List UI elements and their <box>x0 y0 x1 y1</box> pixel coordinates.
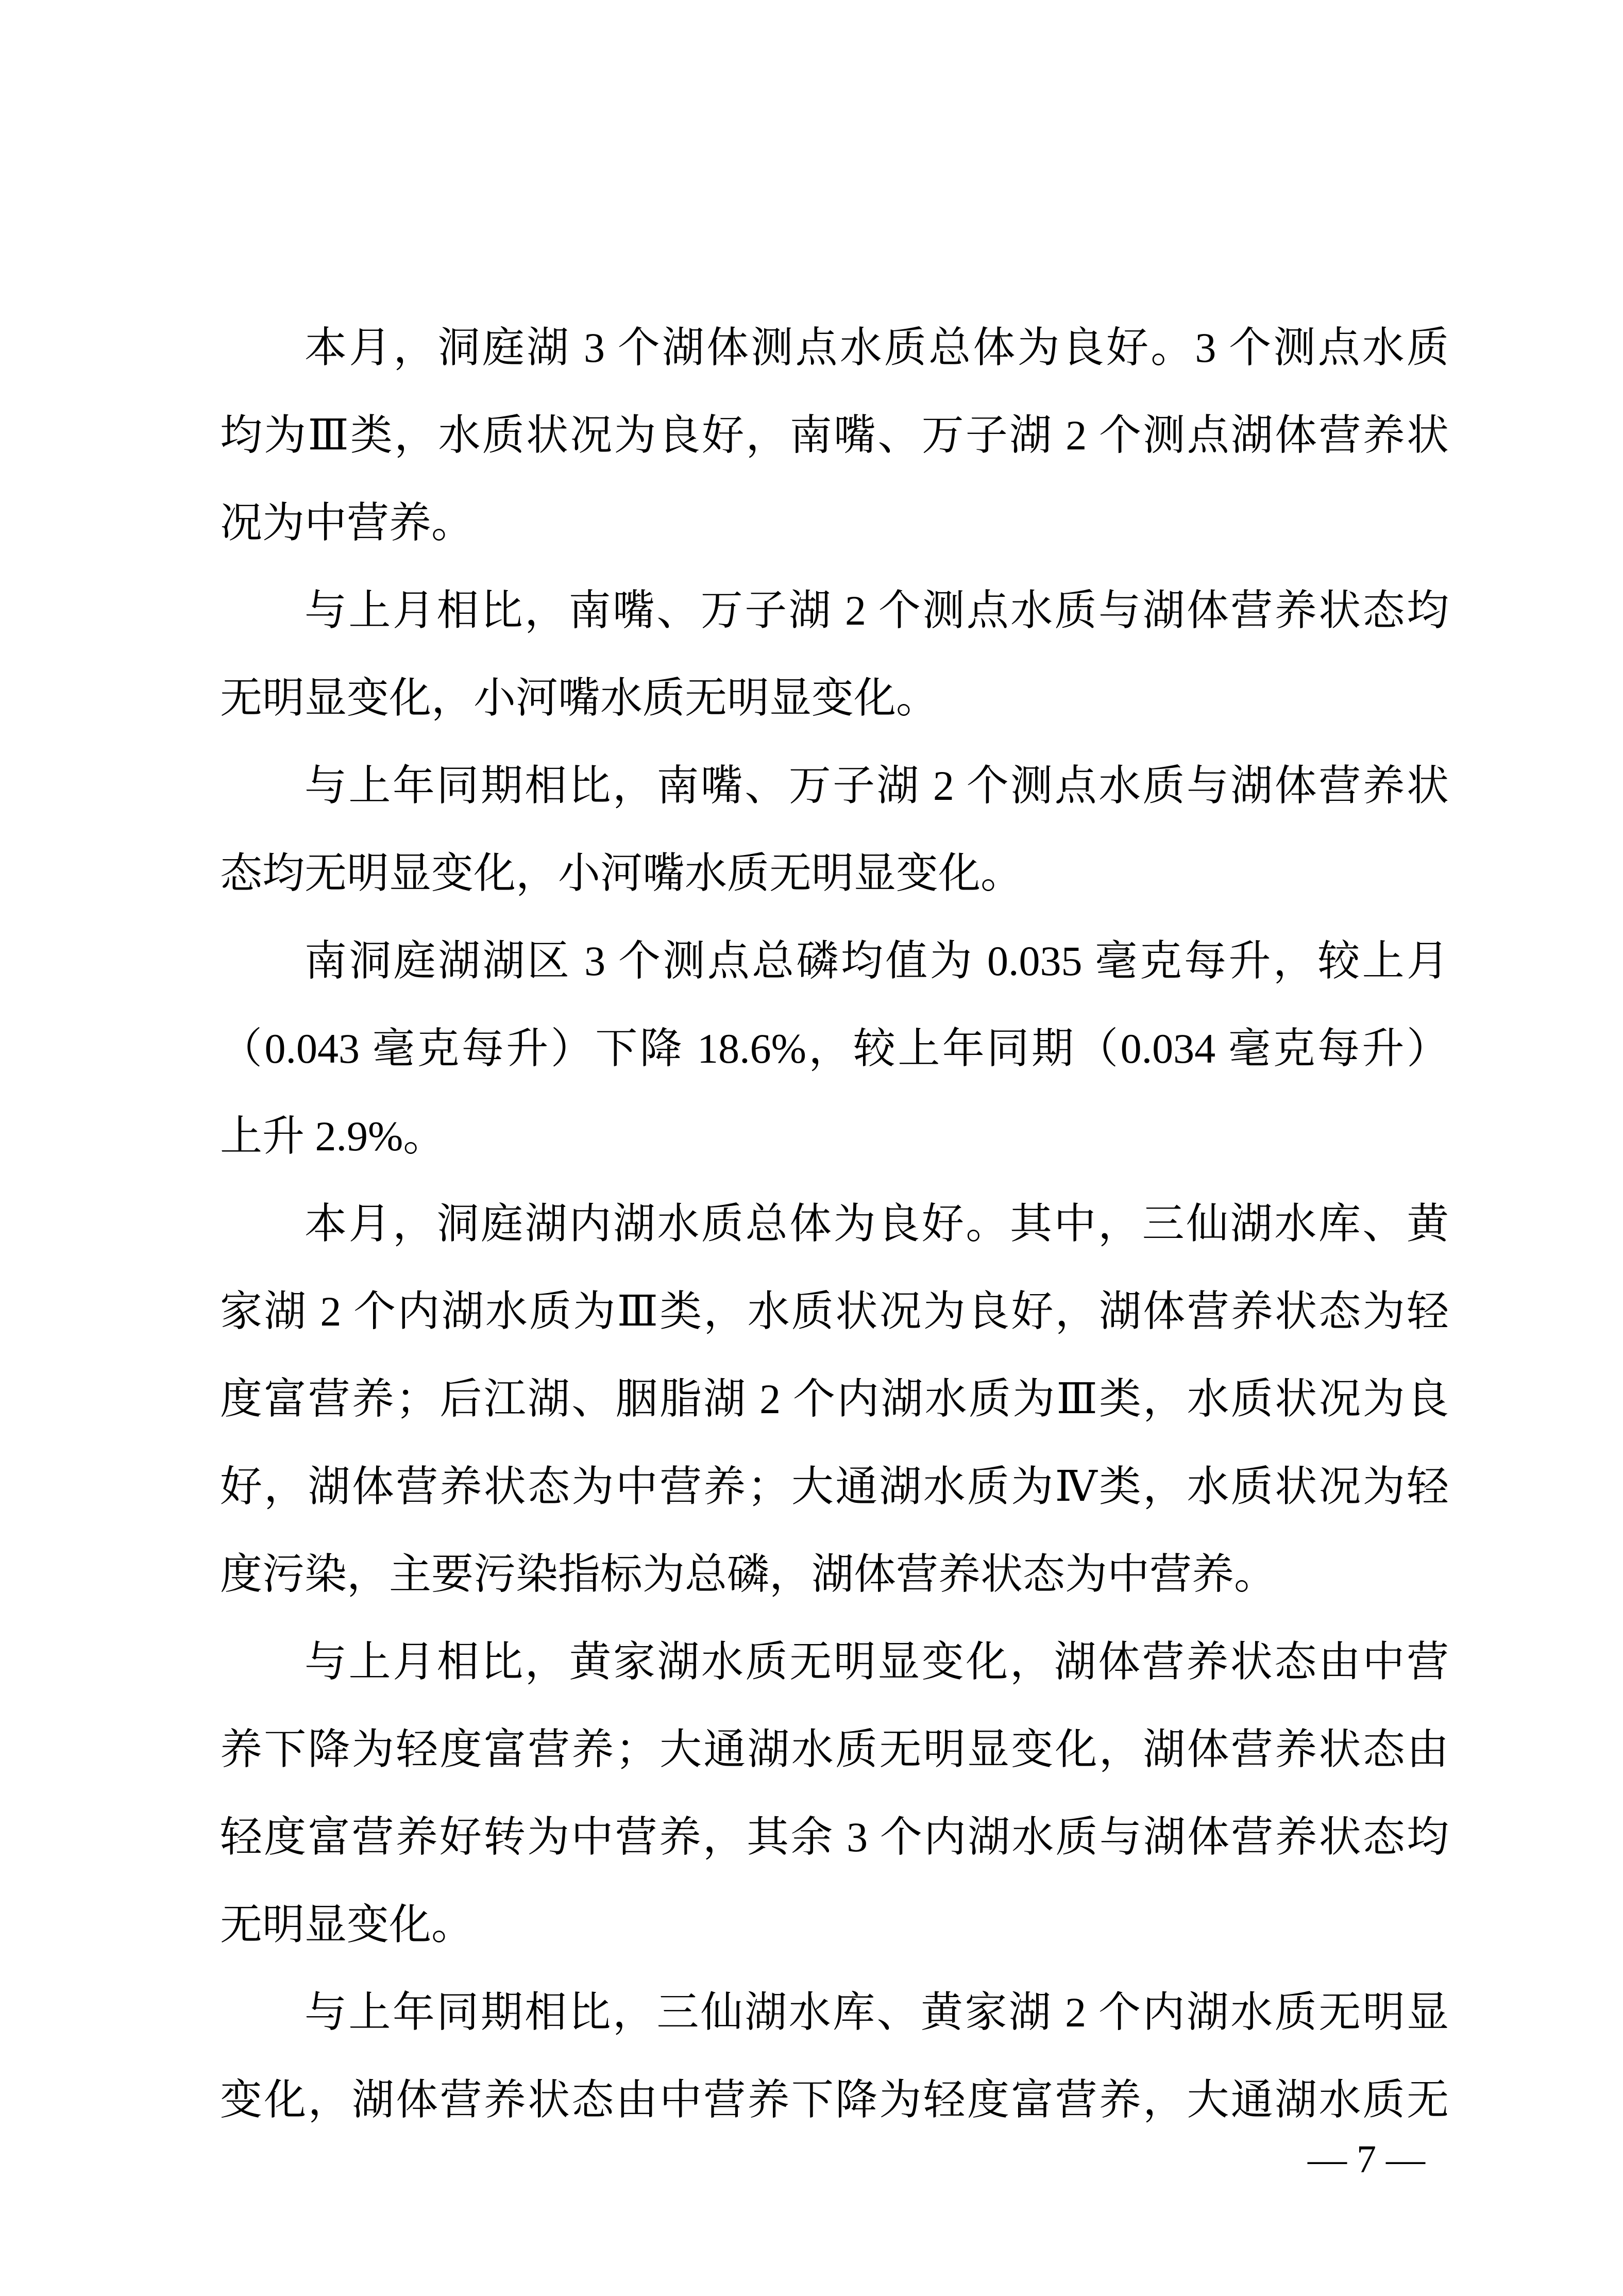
text-line: 本月，洞庭湖内湖水质总体为良好。其中，三仙湖水库、黄 <box>305 1200 1449 1247</box>
page-number: — 7 — <box>1308 2138 1425 2181</box>
text-line: 家湖 2 个内湖水质为Ⅲ类，水质状况为良好，湖体营养状态为轻 <box>220 1288 1449 1335</box>
text-line: 本月，洞庭湖 3 个湖体测点水质总体为良好。3 个测点水质 <box>305 324 1449 371</box>
text-line: 均为Ⅲ类，水质状况为良好，南嘴、万子湖 2 个测点湖体营养状 <box>220 412 1449 459</box>
text-line: 无明显变化，小河嘴水质无明显变化。 <box>220 675 939 722</box>
text-line: 度富营养；后江湖、胭脂湖 2 个内湖水质为Ⅲ类，水质状况为良 <box>220 1376 1449 1422</box>
text-line: 度污染，主要污染指标为总磷，湖体营养状态为中营养。 <box>220 1551 1277 1598</box>
text-line: 变化，湖体营养状态由中营养下降为轻度富营养，大通湖水质无 <box>220 2076 1449 2123</box>
document-body <box>220 304 1449 2144</box>
text-line: 南洞庭湖湖区 3 个测点总磷均值为 0.035 毫克每升，较上月 <box>305 937 1449 984</box>
text-line: 上升 2.9%。 <box>220 1113 446 1160</box>
text-line: 轻度富营养好转为中营养，其余 3 个内湖水质与湖体营养状态均 <box>220 1814 1449 1861</box>
text-line: 好，湖体营养状态为中营养；大通湖水质为Ⅳ类，水质状况为轻 <box>220 1463 1449 1510</box>
text-line: 与上月相比，黄家湖水质无明显变化，湖体营养状态由中营 <box>305 1638 1449 1685</box>
text-line: 与上月相比，南嘴、万子湖 2 个测点水质与湖体营养状态均 <box>305 587 1449 634</box>
text-line: 况为中营养。 <box>220 499 474 546</box>
text-line: 养下降为轻度富营养；大通湖水质无明显变化，湖体营养状态由 <box>220 1726 1449 1773</box>
text-line: 态均无明显变化，小河嘴水质无明显变化。 <box>220 850 1023 897</box>
text-line: 无明显变化。 <box>220 1901 474 1948</box>
text-line: （0.043 毫克每升）下降 18.6%，较上年同期（0.034 毫克每升） <box>220 1025 1449 1072</box>
text-line: 与上年同期相比，三仙湖水库、黄家湖 2 个内湖水质无明显 <box>305 1989 1449 2036</box>
text-line: 与上年同期相比，南嘴、万子湖 2 个测点水质与湖体营养状 <box>305 762 1449 809</box>
